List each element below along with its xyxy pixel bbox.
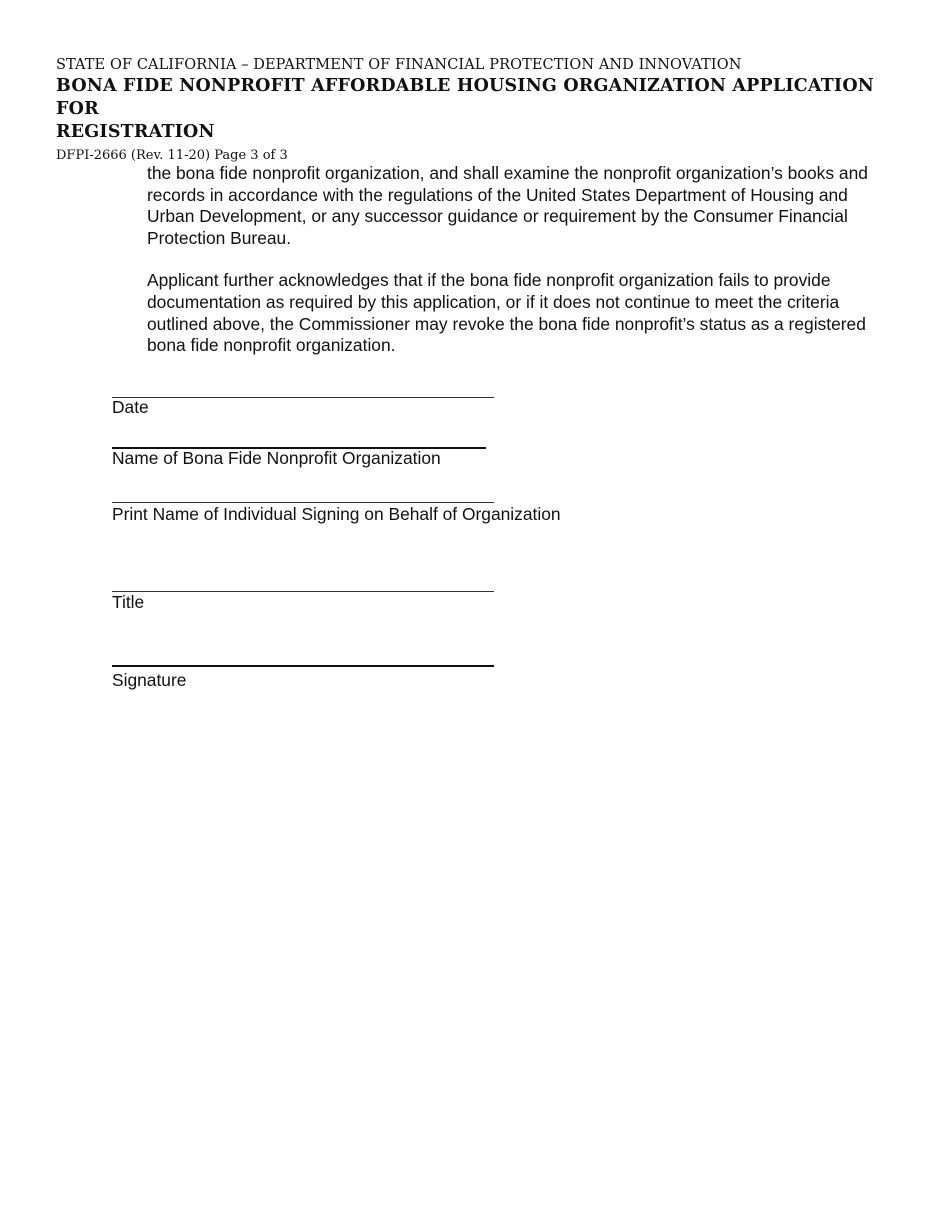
print-name-field-line[interactable]: [112, 502, 494, 503]
title-field-line[interactable]: [112, 591, 494, 592]
paragraph-examination: the bona fide nonprofit organization, and shall examine the nonprofit organization’s books and records in accordance with the regulations of the United States Department of Housing and Urban Development, or any successor guidance or requirement by the Consumer Financial Protection Bureau.: [147, 163, 868, 248]
document-header: [56, 55, 916, 165]
acknowledgement-text: [147, 163, 892, 357]
form-id-page-number: DFPI-2666 (Rev. 11-20) Page 3 of 3: [56, 148, 288, 163]
signature-field-line[interactable]: [112, 665, 494, 667]
print-name-label: Print Name of Individual Signing on Behalf of Organization: [112, 504, 561, 524]
date-field-line[interactable]: [112, 397, 494, 398]
signature-label: Signature: [112, 670, 187, 690]
date-label: Date: [112, 397, 149, 417]
agency-name: STATE OF CALIFORNIA – DEPARTMENT OF FINANCIAL PROTECTION AND INNOVATION: [56, 57, 742, 73]
title-label: Title: [112, 592, 145, 612]
org-name-label: Name of Bona Fide Nonprofit Organization: [112, 448, 441, 468]
form-title-line-1: BONA FIDE NONPROFIT AFFORDABLE HOUSING ORGANIZATION APPLICATION FOR: [56, 76, 874, 119]
form-title-line-2: REGISTRATION: [56, 122, 215, 142]
paragraph-revocation: Applicant further acknowledges that if the bona fide nonprofit organization fails to provide documentation as required by this application, or if it does not continue to meet the criteria outlined above, the Commissioner may revoke the bona fide nonprofit’s status as a registered bona fide nonprofit organization.: [147, 270, 866, 356]
